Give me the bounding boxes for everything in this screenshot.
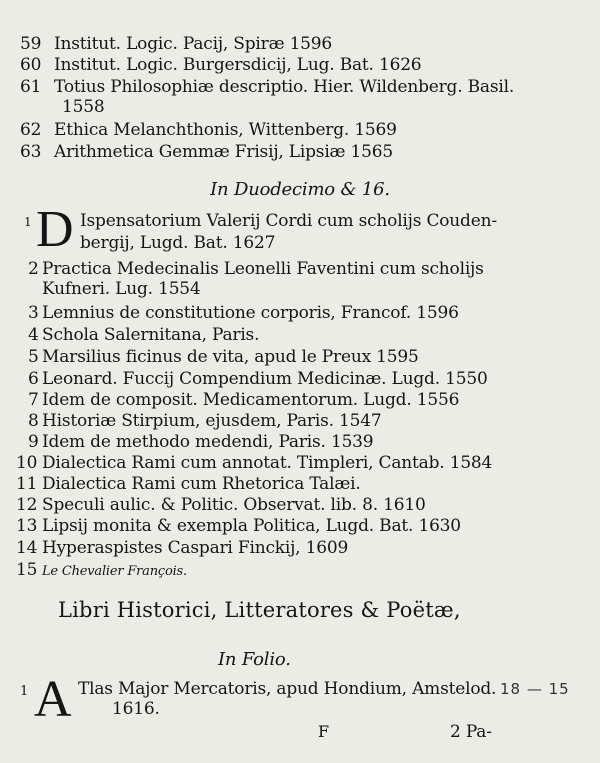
- handwritten-note: 18 — 15: [500, 680, 570, 698]
- entry-12: [16, 495, 426, 515]
- entry-text: Totius Philosophiæ descriptio. Hier. Wildenberg. Basil.: [54, 77, 515, 97]
- entry-3: [28, 303, 459, 323]
- entry-number: 3: [28, 303, 39, 323]
- entry-number: 15: [16, 560, 38, 580]
- entry-text-1-continuation: bergij, Lugd. Bat. 1627: [80, 233, 276, 253]
- entry-10: [16, 453, 492, 473]
- entry-text: Lemnius de constitutione corporis, Francof. 1596: [42, 303, 459, 323]
- entry-5: [28, 347, 419, 367]
- entry-number: 12: [16, 495, 38, 515]
- entry-number: 9: [28, 432, 39, 452]
- entry-8: [28, 411, 381, 431]
- catchword: 2 Pa-: [450, 722, 492, 742]
- entry-text: Historiæ Stirpium, ejusdem, Paris. 1547: [42, 411, 382, 431]
- entry-text: 1558: [62, 97, 105, 117]
- entry-number: 14: [16, 538, 38, 558]
- entry-text: Hyperaspistes Caspari Finckij, 1609: [42, 538, 349, 558]
- entry-text-atlas: Tlas Major Mercatoris, apud Hondium, Amstelod.: [78, 679, 497, 699]
- drop-cap-initial: D: [36, 201, 74, 258]
- entry-text: Lipsij monita & exempla Politica, Lugd. Bat. 1630: [42, 516, 461, 536]
- entry-11: [16, 474, 361, 494]
- entry-number: 4: [28, 325, 39, 345]
- entry-text: Institut. Logic. Burgersdicij, Lug. Bat. 1626: [54, 55, 422, 75]
- entry-text: Marsilius ficinus de vita, apud le Preux 1595: [42, 347, 419, 367]
- entry-text: Dialectica Rami cum annotat. Timpleri, Cantab. 1584: [42, 453, 493, 473]
- entry-text: Leonard. Fuccij Compendium Medicinæ. Lugd. 1550: [42, 369, 488, 389]
- entry-text: Le Chevalier François.: [42, 564, 187, 579]
- entry-number: 6: [28, 369, 39, 389]
- entry-60: [20, 55, 421, 75]
- entry-9: [28, 432, 373, 452]
- entry-62: [20, 120, 397, 140]
- entry-4: [28, 325, 259, 345]
- entry-2: [28, 259, 484, 279]
- entry-number: 61: [20, 77, 42, 97]
- entry-15: [16, 560, 187, 582]
- entry-number: 63: [20, 142, 42, 162]
- entry-number: 7: [28, 390, 39, 410]
- section-heading-duodecimo: In Duodecimo & 16.: [210, 179, 390, 200]
- entry-number-1-historici: 1: [20, 684, 29, 699]
- entry-text: Schola Salernitana, Paris.: [42, 325, 260, 345]
- entry-number-1: 1: [24, 215, 32, 229]
- section-subheading-folio: In Folio.: [218, 649, 291, 670]
- entry-number: 59: [20, 34, 42, 54]
- entry-text: Arithmetica Gemmæ Frisij, Lipsiæ 1565: [54, 142, 394, 162]
- entry-14: [16, 538, 348, 558]
- drop-cap-initial: A: [34, 671, 72, 728]
- entry-number: 8: [28, 411, 39, 431]
- entry-text: Idem de composit. Medicamentorum. Lugd. 1556: [42, 390, 460, 410]
- entry-text: Dialectica Rami cum Rhetorica Talæi.: [42, 474, 361, 494]
- entry-text: Ethica Melanchthonis, Wittenberg. 1569: [54, 120, 397, 140]
- entry-number: 10: [16, 453, 38, 473]
- entry-text: Practica Medecinalis Leonelli Faventini cum scholijs: [42, 259, 484, 279]
- entry-number: 60: [20, 55, 42, 75]
- entry-number: 11: [16, 474, 38, 494]
- signature-mark: F: [318, 722, 329, 741]
- entry-text-atlas-continuation: 1616.: [112, 699, 160, 719]
- entry-2-continuation: Kufneri. Lug. 1554: [42, 279, 201, 299]
- entry-7: [28, 390, 459, 410]
- entry-number: 2: [28, 259, 39, 279]
- entry-number: 5: [28, 347, 39, 367]
- entry-text: Idem de methodo medendi, Paris. 1539: [42, 432, 374, 452]
- entry-number: 13: [16, 516, 38, 536]
- entry-6: [28, 369, 488, 389]
- entry-63: [20, 142, 393, 162]
- entry-text: Institut. Logic. Pacij, Spiræ 1596: [54, 34, 333, 54]
- section-heading-historici: Libri Historici, Litteratores & Poëtæ,: [58, 598, 461, 622]
- entry-61: [20, 77, 514, 97]
- entry-number: 62: [20, 120, 42, 140]
- entry-59: [20, 34, 332, 54]
- entry-text-1: Ispensatorium Valerij Cordi cum scholijs Couden-: [80, 211, 497, 231]
- entry-61-continuation: [62, 97, 104, 117]
- entry-13: [16, 516, 461, 536]
- entry-text: Speculi aulic. & Politic. Observat. lib. 8. 1610: [42, 495, 426, 515]
